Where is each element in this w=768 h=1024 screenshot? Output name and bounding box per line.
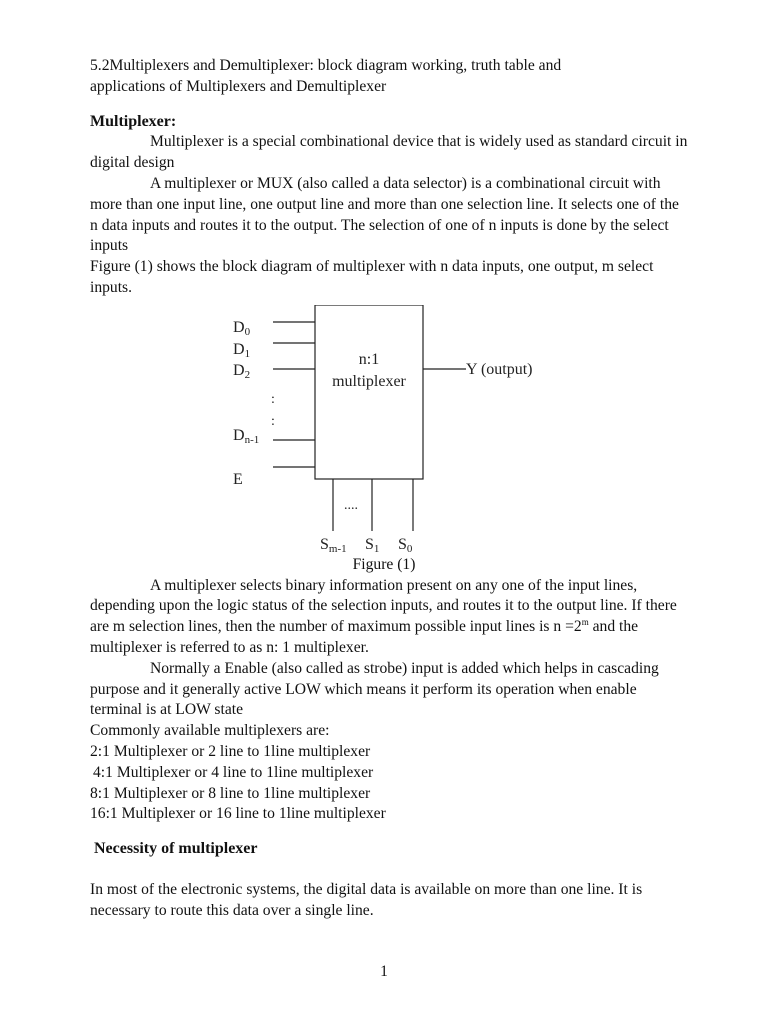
body-paragraph-5: Normally a Enable (also called as strobe) input is added which helps in cascading purpose and it generally active LOW which means it perform its operation when enable terminal is at LOW state	[90, 659, 659, 719]
select-label-sm-1: Sm-1	[320, 535, 347, 555]
document-page	[90, 56, 690, 922]
document-title-line-1: 5.2Multiplexers and Demultiplexer: block diagram working, truth table and	[90, 57, 562, 74]
output-label: Y (output)	[466, 360, 533, 378]
select-label-s1: S1	[365, 535, 380, 555]
figure-caption: Figure (1)	[352, 555, 416, 573]
list-item: 8:1 Multiplexer or 8 line to 1line multiplexer	[90, 784, 371, 802]
superscript-m: m	[581, 617, 589, 628]
input-label-dn-1: Dn-1	[233, 426, 260, 446]
necessity-paragraph: In most of the electronic systems, the digital data is available on more than one line. It is necessary to route this data over a single line.	[90, 880, 643, 919]
block-label-name: multiplexer	[332, 372, 406, 390]
list-item: 4:1 Multiplexer or 4 line to 1line multiplexer	[93, 763, 374, 781]
input-label-enable: E	[233, 470, 243, 488]
list-item: 16:1 Multiplexer or 16 line to 1line multiplexer	[90, 805, 386, 823]
list-intro: Commonly available multiplexers are:	[90, 722, 330, 740]
intro-paragraph-1: Multiplexer is a special combinational device that is widely used as standard circuit in digital design	[90, 133, 688, 172]
document-title-line-2: applications of Multiplexers and Demultiplexer	[90, 77, 387, 95]
input-label-d2: D2	[233, 361, 251, 381]
list-item: 2:1 Multiplexer or 2 line to 1line multiplexer	[90, 742, 371, 760]
necessity-heading: Necessity of multiplexer	[94, 840, 258, 858]
page-number: 1	[380, 963, 388, 980]
select-label-s0: S0	[398, 535, 413, 555]
vertical-dots-1: :	[271, 391, 275, 407]
vertical-dots-2: :	[271, 413, 275, 429]
mux-block-diagram	[90, 305, 690, 555]
mux-block	[315, 305, 423, 479]
multiplexer-heading: Multiplexer:	[90, 112, 177, 130]
block-label-ratio: n:1	[358, 350, 380, 368]
horizontal-dots: ....	[344, 497, 358, 513]
body-paragraph-4	[90, 576, 690, 659]
intro-paragraph-2: A multiplexer or MUX (also called a data selector) is a combinational circuit with more than one input line, one output line and more than one selection line. It selects one of the n data inputs and routes it to the output. The selection of one of n inputs is done by the select inputs	[90, 174, 679, 255]
spacer	[90, 860, 690, 880]
intro-paragraph-3: Figure (1) shows the block diagram of multiplexer with n data inputs, one output, m select inputs.	[90, 258, 654, 296]
input-label-d0: D0	[233, 318, 251, 338]
body-paragraph-4-end: and the multiplexer is referred to as n: 1 multiplexer.	[90, 618, 639, 656]
mux-diagram-svg	[90, 305, 690, 555]
input-label-d1: D1	[233, 340, 251, 360]
body-paragraph-4-start: A multiplexer selects binary information present on any one of the input lines, depending upon the logic status of the selection inputs, and routes it to the output line. If there are m selection lines, then the number of maximum possible input lines is n =2	[90, 576, 677, 636]
